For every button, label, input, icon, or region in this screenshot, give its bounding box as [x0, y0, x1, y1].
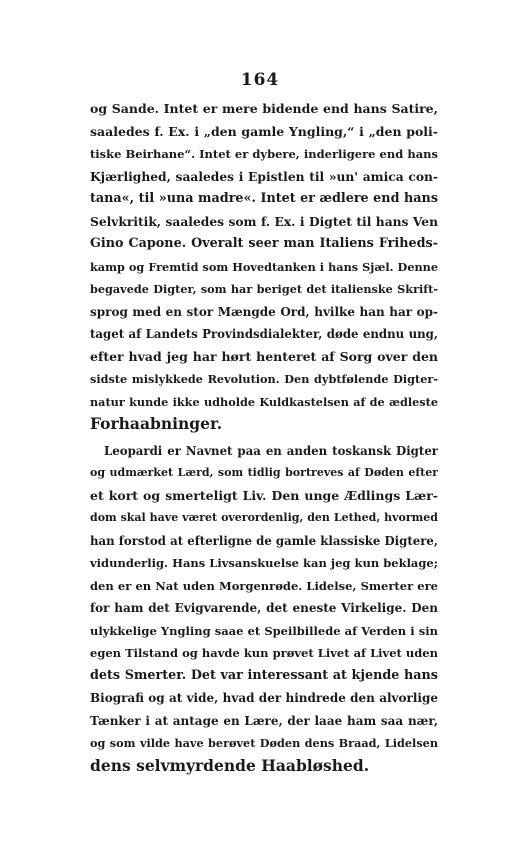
paragraph-1 — [90, 98, 438, 436]
text-line: taget af Landets Provindsdialekter, døde endnu ung, — [90, 327, 438, 341]
text-line: og Sande. Intet er mere bidende end hans Satire, — [90, 101, 438, 116]
text-line: og som vilde have berøvet Døden dens Braad, Lidelsen — [90, 736, 438, 750]
text-line: vidunderlig. Hans Livsanskuelse kan jeg kun beklage; — [90, 556, 438, 570]
text-line: egen Tilstand og havde kun prøvet Livet af Livet uden — [90, 646, 438, 660]
text-line: dens selvmyrdende Haabløshed. — [90, 755, 370, 775]
paragraph-2 — [90, 440, 438, 778]
text-line: han forstod at efterligne de gamle klassiske Digtere, — [90, 533, 438, 548]
text-line: Selvkritik, saaledes som f. Ex. i Digtet til hans Ven — [90, 213, 438, 229]
text-line: sidste mislykkede Revolution. Den dybtfølende Digter- — [90, 372, 438, 386]
text-line: Gino Capone. Overalt seer man Italiens Friheds- — [90, 236, 438, 251]
text-line: Leopardi er Navnet paa en anden toskansk Digter — [104, 443, 438, 458]
page-number: 164 — [240, 70, 280, 90]
text-line: begavede Digter, som har beriget det italienske Skrift- — [90, 282, 438, 296]
text-line: og udmærket Lærd, som tidlig bortreves af Døden efter — [90, 466, 438, 479]
text-line: sprog med en stor Mængde Ord, hvilke han har op- — [90, 304, 438, 319]
body-text — [90, 98, 438, 777]
text-line: Tænker i at antage en Lære, der laae ham saa nær, — [90, 713, 438, 728]
text-line: et kort og smerteligt Liv. Den unge Ædlings Lær- — [90, 487, 438, 503]
text-line: Biografi og at vide, hvad der hindrede den alvorlige — [90, 691, 438, 705]
text-line: Forhaabninger. — [90, 414, 223, 433]
text-line: Kjærlighed, saaledes i Epistlen til »un' amica con- — [90, 168, 438, 184]
text-line: tiske Beirhane“. Intet er dybere, inderligere end hans — [90, 147, 438, 161]
text-line: tana«, til »una madre«. Intet er ædlere end hans — [90, 191, 438, 206]
text-line: saaledes f. Ex. i „den gamle Yngling,“ i „den poli- — [90, 123, 438, 139]
text-line: for ham det Evigvarende, det eneste Virkelige. Den — [90, 601, 438, 615]
text-line: ulykkelige Yngling saae et Speilbillede af Verden i sin — [90, 623, 438, 638]
text-line: dom skal have været overordenlig, den Lethed, hvormed — [90, 511, 438, 524]
text-line: dets Smerter. Det var interessant at kjende hans — [90, 667, 438, 683]
text-line: den er en Nat uden Morgenrøde. Lidelse, Smerter ere — [90, 578, 438, 593]
text-line: kamp og Fremtid som Hovedtanken i hans Sjæl. Denne — [90, 259, 438, 274]
text-line: natur kunde ikke udholde Kuldkastelsen af de ædleste — [90, 394, 438, 409]
text-line: efter hvad jeg har hørt henteret af Sorg over den — [90, 348, 438, 364]
